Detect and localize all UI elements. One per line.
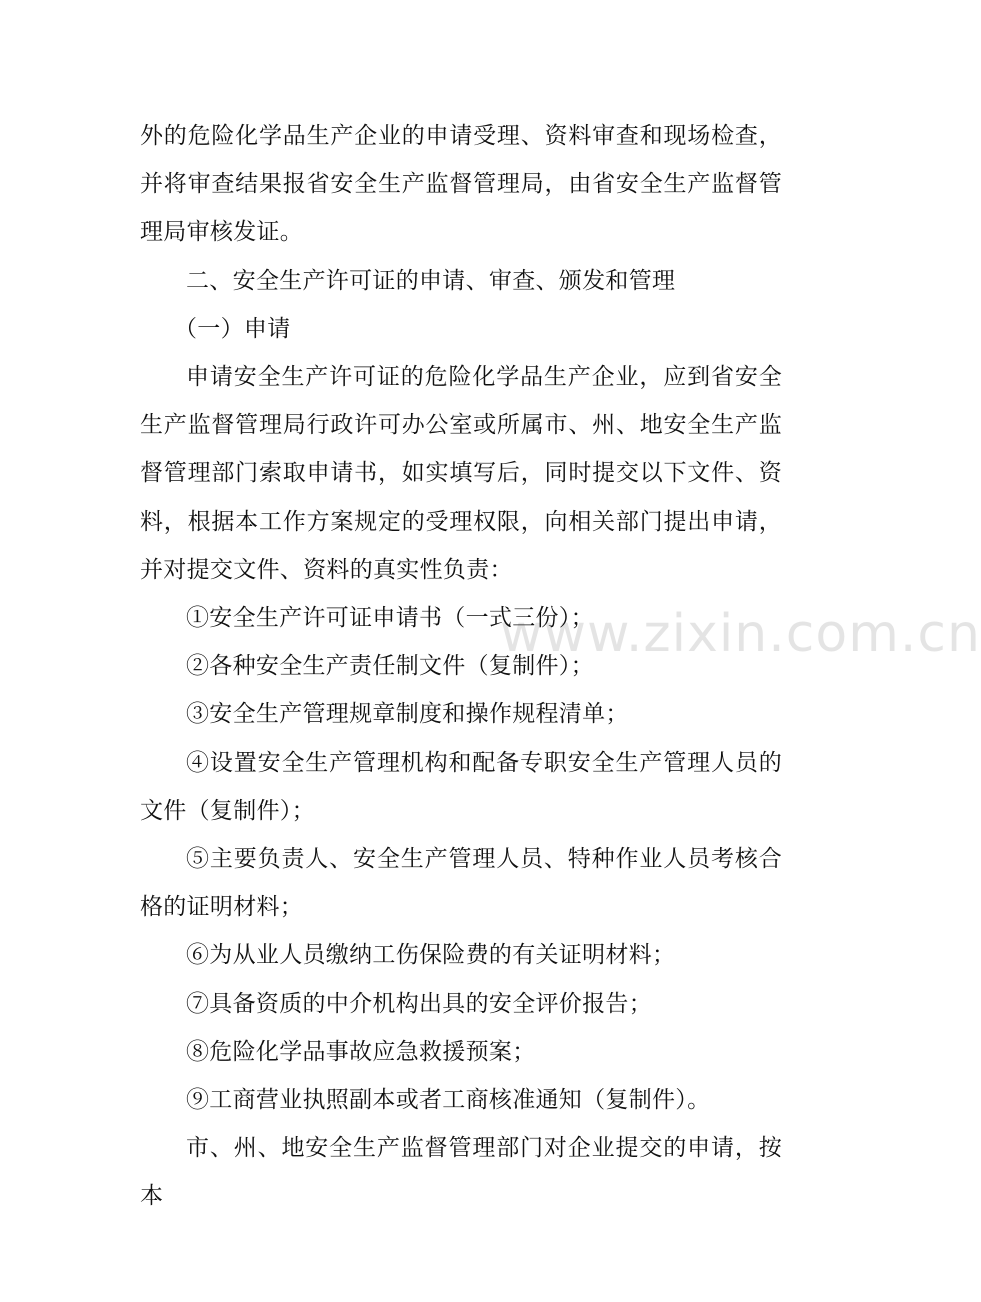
paragraph-review: 市、州、地安全生产监督管理部门对企业提交的申请，按本 xyxy=(140,1135,782,1210)
list-item: ⑨工商营业执照副本或者工商核准通知（复制件）。 xyxy=(186,1087,711,1114)
list-item: ⑧危险化学品事故应急救援预案； xyxy=(186,1038,536,1065)
list-item: ③安全生产管理规章制度和操作规程清单； xyxy=(186,701,629,728)
list-item: ⑤主要负责人、安全生产管理人员、特种作业人员考核合格的证明材料； xyxy=(140,846,782,921)
list-item: ②各种安全生产责任制文件（复制件）； xyxy=(186,653,594,680)
paragraph-continuation: 外的危险化学品生产企业的申请受理、资料审查和现场检查，并将审查结果报省安全生产监督管理局，由省安全生产监督管理局审核发证。 xyxy=(140,123,782,246)
paragraph-application: 申请安全生产许可证的危险化学品生产企业，应到省安全生产监督管理局行政许可办公室或所属市、州、地安全生产监督管理部门索取申请书，如实填写后，同时提交以下文件、资料，根据本工作方案规定的受理权限，向相关部门提出申请，并对提交文件、资料的真实性负责： xyxy=(140,364,782,583)
document-body xyxy=(140,112,782,1221)
section-heading: 二、安全生产许可证的申请、审查、颁发和管理 xyxy=(186,267,676,294)
list-item: ⑦具备资质的中介机构出具的安全评价报告； xyxy=(186,990,652,1017)
list-item: ①安全生产许可证申请书（一式三份）； xyxy=(186,605,594,632)
list-item: ⑥为从业人员缴纳工伤保险费的有关证明材料； xyxy=(186,942,676,969)
list-item: ④设置安全生产管理机构和配备专职安全生产管理人员的文件（复制件）； xyxy=(140,749,782,824)
watermark: www.zixin.com.cn xyxy=(500,604,981,664)
subsection-heading: （一）申请 xyxy=(174,315,291,342)
